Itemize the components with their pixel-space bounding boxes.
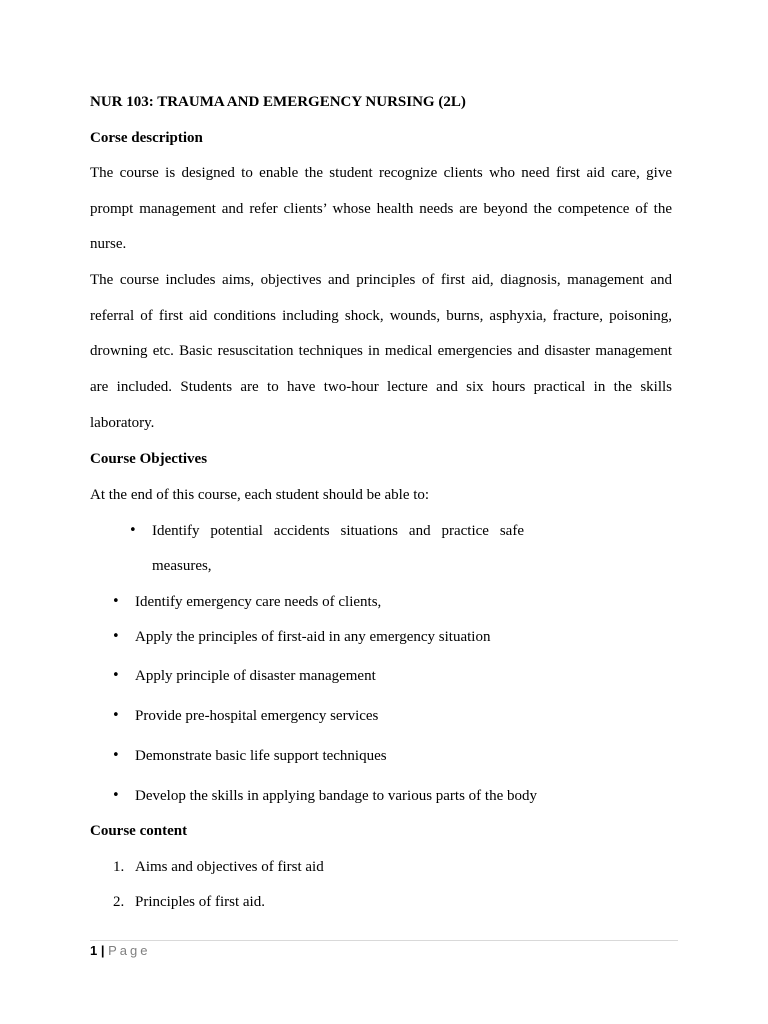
list-number: 1. — [113, 859, 125, 875]
bullet-icon: • — [112, 748, 120, 763]
list-item-text: Aims and objectives of first aid — [135, 859, 324, 875]
list-number: 2. — [113, 894, 125, 910]
bullet-icon: • — [112, 594, 120, 609]
page-number: 1 — [90, 943, 98, 958]
objective-text: Provide pre-hospital emergency services — [135, 708, 379, 724]
page-footer — [90, 943, 151, 959]
description-paragraph-1: The course is designed to enable the student recognize clients who need first aid care, give prompt management and refer clients’ whose health needs are beyond the competence of the nurse. — [90, 165, 672, 253]
description-paragraph-2: The course includes aims, objectives and principles of first aid, diagnosis, management and referral of first aid conditions including shock, wounds, burns, asphyxia, fracture, poisoning, drowning etc. Basic resuscitation techniques in medical emergencies and disaster management are included. Students are to have two-hour lecture and six hours practical in the skills laboratory. — [90, 272, 672, 431]
objective-text-continued: measures, — [152, 558, 212, 574]
objectives-heading: Course Objectives — [90, 451, 208, 467]
bullet-icon: • — [129, 523, 137, 538]
objective-text: Apply the principles of first-aid in any emergency situation — [135, 629, 491, 645]
list-item-text: Principles of first aid. — [135, 894, 265, 910]
description-heading: Corse description — [90, 130, 203, 146]
bullet-icon: • — [112, 788, 120, 803]
objective-text: Demonstrate basic life support techniques — [135, 748, 387, 764]
bullet-icon: • — [112, 708, 120, 723]
footer-divider — [90, 940, 678, 941]
objectives-intro: At the end of this course, each student should be able to: — [90, 487, 430, 503]
objective-text: Identify potential accidents situations and practice safe — [152, 523, 524, 539]
page-label: Page — [108, 943, 151, 958]
objective-text: Apply principle of disaster management — [135, 668, 376, 684]
bullet-icon: • — [112, 668, 120, 683]
content-heading: Course content — [90, 823, 188, 839]
objective-text: Develop the skills in applying bandage to various parts of the body — [135, 788, 538, 804]
bullet-icon: • — [112, 629, 120, 644]
footer-separator: | — [100, 943, 105, 958]
objective-text: Identify emergency care needs of clients, — [135, 594, 382, 610]
document-title: NUR 103: TRAUMA AND EMERGENCY NURSING (2L) — [90, 94, 466, 110]
